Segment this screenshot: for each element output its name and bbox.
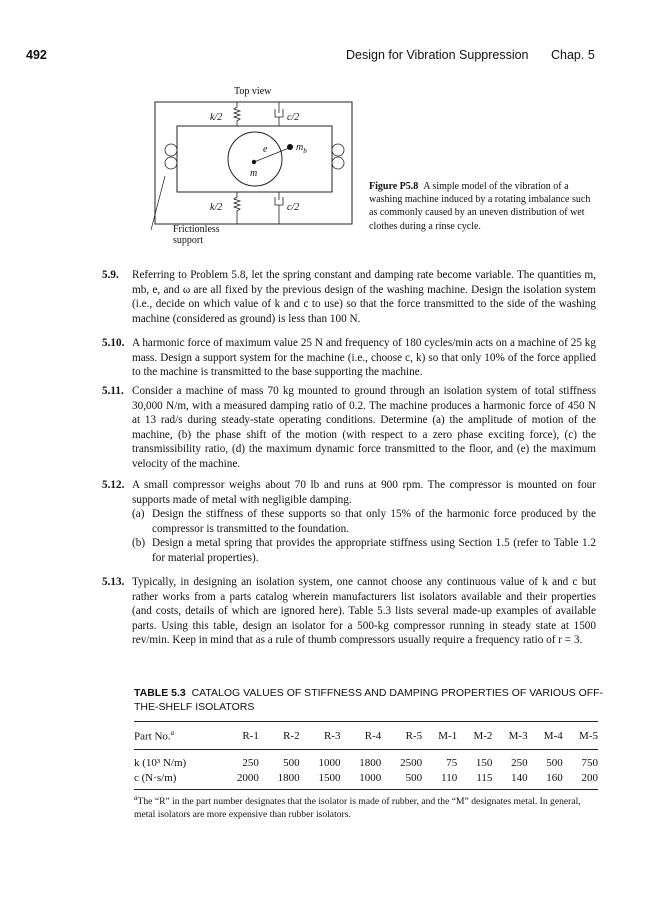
support-pointer: [151, 176, 165, 230]
table-cell: 250: [218, 750, 259, 771]
header-cell: M-3: [508, 729, 528, 742]
problem-text: Typically, in designing an isolation system, one cannot choose any continuous value of k and c but rather works from a parts catalog wherein manufacturers list isolators available and their properties (and costs, details of which are ignored here). Table 5.3 lists several made-up examples of available parts. Using this table, design an isolator for a 500-kg compressor running in steady state at 1500 rev/min. Keep in mind that as a rule of thumb compressors usually require a frequency ratio of r = 3.: [132, 576, 596, 647]
problem-number: 5.13.: [102, 576, 125, 588]
header-cell: M-4: [543, 729, 563, 742]
header-cell: M-5: [579, 729, 598, 742]
table-cell: 160: [528, 770, 563, 790]
problem-number: 5.10.: [102, 337, 125, 349]
damper-bottom: [275, 192, 283, 224]
damper-top: [275, 102, 283, 126]
table-label: TABLE 5.3: [134, 687, 186, 699]
table-cell: 500: [259, 750, 300, 771]
part-label: (a): [132, 508, 145, 521]
problem-5-11: [102, 384, 596, 472]
table-cell: 75: [422, 750, 457, 771]
c-bottom-label: c/2: [287, 202, 300, 213]
table-cell: 1500: [300, 770, 341, 790]
table-row: [134, 770, 598, 790]
header-cell: R-3: [323, 729, 341, 742]
part-text: Design a metal spring that provides the appropriate stiffness using Section 1.5 (refer to Table 1.2 for material properties).: [152, 537, 596, 564]
table-footnote: [134, 792, 604, 821]
table-title: [134, 686, 604, 714]
problem-text: A harmonic force of maximum value 25 N and frequency of 180 cycles/min acts on a machine of 25 kg mass. Design a support system for the machine (i.e., choose c, k) so that only 10% of the force applied to the machine is transmitted to the base supporting the machine.: [132, 337, 596, 379]
table-cell: 500: [381, 770, 422, 790]
problem-5-13: [102, 575, 596, 648]
problem-number: 5.9.: [102, 269, 119, 281]
header-cell: R-5: [405, 729, 423, 742]
roller-left-bottom: [165, 157, 177, 169]
imbalance-mass-dot: [287, 144, 293, 150]
header-cell: R-4: [364, 729, 382, 742]
table-cell: 750: [563, 750, 598, 771]
footnote-text: The “R” in the part number designates that the isolator is made of rubber, and the “M” designates metal. In general, metal isolators are more expensive than rubber isolators.: [134, 796, 581, 820]
roller-right-top: [332, 144, 344, 156]
caption-label: Figure P5.8: [369, 181, 419, 192]
table-caption: CATALOG VALUES OF STIFFNESS AND DAMPING PROPERTIES OF VARIOUS OFF-THE-SHELF ISOLATORS: [134, 687, 604, 713]
roller-right-bottom: [332, 157, 344, 169]
table-cell: 110: [422, 770, 457, 790]
k-bottom-label: k/2: [210, 202, 223, 213]
roller-left-top: [165, 144, 177, 156]
table-cell: 2500: [381, 750, 422, 771]
problem-5-12: [102, 478, 596, 566]
table-cell: 1800: [259, 770, 300, 790]
problem-text: A small compressor weighs about 70 lb and runs at 900 rpm. The compressor is mounted on four supports made of metal with negligible damping.: [132, 479, 596, 506]
header-cell: M-2: [473, 729, 493, 742]
table-cell: 1800: [340, 750, 381, 771]
problem-part-b: [132, 536, 596, 565]
machine-box: [177, 126, 332, 192]
page-number: 492: [26, 48, 47, 62]
table-cell: 2000: [218, 770, 259, 790]
spring-bottom: [234, 192, 240, 224]
problem-text: Referring to Problem 5.8, let the spring constant and damping rate become variable. The quantities m, mb, e, and ω are all fixed by the previous design of the washing machine. Design the isolation system (i.e., decide on which value of k and c to use) so that the force transmitted to the side of the washing machine (considered as ground) is less than 100 N.: [132, 269, 596, 325]
row-label: k (10³ N/m): [134, 750, 218, 771]
footnote-mark: a: [134, 794, 138, 802]
problem-text: Consider a machine of mass 70 kg mounted to ground through an isolation system of total stiffness 30,000 N/m, with a measured damping ratio of 0.2. The machine produces a harmonic force of 450 N at 13 rad/s during steady-state operating conditions. Determine (a) the amplitude of motion of the machine, (b) the phase shift of the motion (with respect to a zero phase exciting force), (c) the transmissibility ratio, (d) the maximum dynamic force transmitted to the floor, and (e) the maximum velocity of the machine.: [132, 385, 596, 470]
part-label: (b): [132, 537, 146, 550]
table-cell: 150: [457, 750, 492, 771]
table-cell: 500: [528, 750, 563, 771]
eccentric-arm: [254, 148, 289, 162]
table-cell: 250: [492, 750, 527, 771]
problem-5-10: [102, 336, 596, 380]
figure-top-label: Top view: [234, 86, 272, 97]
row-label: c (N·s/m): [134, 770, 218, 790]
header-cell: M-1: [438, 729, 458, 742]
mb-label: $m_b$: [296, 142, 307, 155]
k-top-label: k/2: [210, 112, 223, 123]
problem-5-9: [102, 268, 596, 326]
caption-text: A simple model of the vibration of a washing machine induced by a rotating imbalance such as commonly caused by an uneven distribution of wet clothes during a rinse cycle.: [369, 181, 591, 232]
table-cell: 1000: [340, 770, 381, 790]
header-cell: R-1: [242, 729, 259, 742]
e-label: e: [263, 144, 268, 155]
table-cell: 115: [457, 770, 492, 790]
problem-number: 5.12.: [102, 479, 125, 491]
figure-caption: [369, 180, 594, 233]
problem-number: 5.11.: [102, 385, 124, 397]
washing-machine-figure: [150, 80, 365, 255]
support-label-line1: Frictionless: [173, 224, 220, 235]
table-cell: 1000: [300, 750, 341, 771]
isolator-table: [134, 721, 598, 790]
table-cell: 140: [492, 770, 527, 790]
table-header-row: [134, 722, 598, 750]
header-cell: R-2: [283, 729, 300, 742]
table-cell: 200: [563, 770, 598, 790]
m-label: m: [250, 168, 258, 179]
support-label-line2: support: [173, 235, 203, 246]
chapter-label: Chap. 5: [551, 48, 595, 62]
part-text: Design the stiffness of these supports so that only 15% of the harmonic force produced by the compressor is transmitted to the foundation.: [152, 508, 596, 535]
c-top-label: c/2: [287, 112, 300, 123]
spring-top: [234, 102, 240, 126]
table-row: [134, 750, 598, 771]
running-title: Design for Vibration Suppression: [346, 48, 529, 62]
problem-part-a: [132, 507, 596, 536]
header-part-no: Part No.$^a$: [134, 728, 175, 743]
